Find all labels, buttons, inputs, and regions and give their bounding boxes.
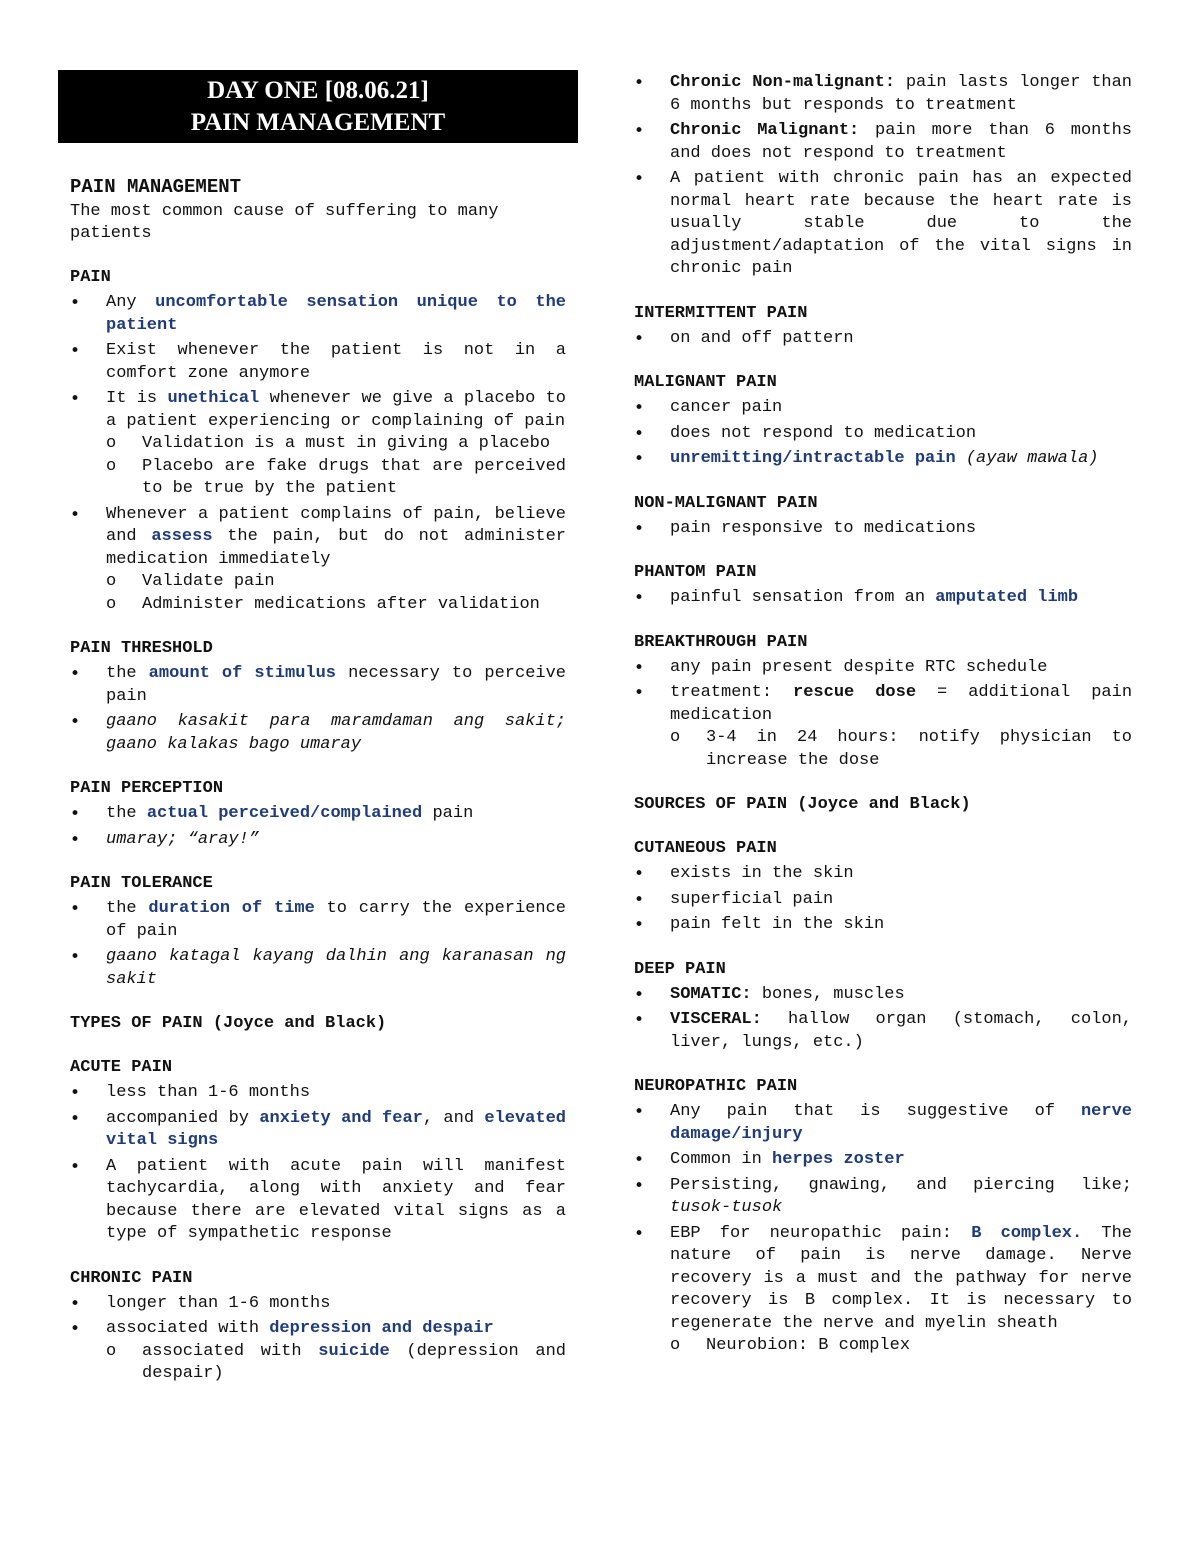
sub-list-item: o Validation is a must in giving a placebo [106,433,566,456]
highlight-text: amputated limb [935,588,1079,607]
list-item [634,1009,1132,1054]
section-chronic-pain [70,1268,566,1386]
text: pain more than 6 months and does not respond to treatment [670,121,1132,163]
highlight-text: anxiety and fear [259,1108,423,1128]
text: The nature of pain is nerve damage. Nerve recovery is a must and the pathway for nerve recovery is B complex. It is necessary to regenerate the nerve and myelin sheath [670,1223,1132,1333]
sub-list-item: o Validate pain [106,571,566,594]
heading-types-of-pain: TYPES OF PAIN (Joyce and Black) [70,1014,387,1033]
text: accompanied by [106,1108,260,1128]
section-pain [70,267,566,616]
title-line-1: DAY ONE [08.06.21] [207,77,429,104]
highlight-text: duration of time [148,899,315,918]
list-item: • gaano kasakit para maramdaman ang sakit; gaano kalakas bago umaray [70,711,566,756]
list-item: • on and off pattern [634,328,1132,351]
section-breakthrough-pain [634,632,1132,773]
heading-chronic-pain: CHRONIC PAIN [70,1268,193,1288]
bold-text: SOMATIC: [670,984,752,1004]
bold-text: Chronic Non-malignant: [670,73,896,92]
text: pain lasts longer than 6 months but responds to treatment [670,73,1133,115]
list-item: • umaray; “aray!” [70,829,566,852]
section-phantom-pain [634,562,1132,610]
heading-pain-threshold: PAIN THRESHOLD [70,639,213,658]
text: (depression and despair) [142,1341,566,1383]
text: associated with [142,1341,319,1361]
list-item: • A patient with chronic pain has an expected normal heart rate because the heart rate is usually stable due to the adjustment/adaptation of the vital signs in chronic pain [634,168,1132,281]
section-non-malignant-pain [634,493,1132,541]
list-item: • cancer pain [634,397,1132,420]
section-sources-of-pain [634,794,1132,816]
list-item [634,1149,1132,1172]
list-item: • longer than 1-6 months [70,1293,566,1316]
title-box [58,70,578,143]
bold-text: VISCERAL: [670,1010,762,1029]
section-pain-management [70,176,566,245]
text: to carry the experience of pain [106,899,567,941]
text: the [106,664,149,683]
text: Any pain that is suggestive of [670,1102,1081,1121]
heading-pain-tolerance: PAIN TOLERANCE [70,874,213,893]
text: treatment: [670,683,794,702]
section-pain-tolerance [70,873,566,991]
highlight-text: unethical [167,389,260,408]
right-column [634,72,1132,1380]
bold-text: Chronic Malignant: [670,121,860,140]
section-pain-threshold [70,638,566,756]
heading-pain-management: PAIN MANAGEMENT [70,176,242,198]
highlight-text: actual perceived/complained [146,804,423,823]
highlight-text: herpes zoster [772,1150,905,1169]
text: whenever we give a placebo to a patient experiencing or complaining of pain [106,389,566,431]
heading-neuropathic-pain: NEUROPATHIC PAIN [634,1077,798,1096]
list-item [70,663,566,708]
list-item: • superficial pain [634,889,1132,912]
sub-list-item: o 3-4 in 24 hours: notify physician to increase the dose [670,727,1132,772]
list-item [70,1108,566,1153]
heading-phantom-pain: PHANTOM PAIN [634,563,757,582]
list-item [70,388,566,501]
heading-malignant-pain: MALIGNANT PAIN [634,373,777,392]
list-item [70,1318,566,1386]
pain-management-text: The most common cause of suffering to many patients [70,202,499,243]
text: painful sensation from an [670,588,936,607]
text: pain [422,804,474,823]
list-item [634,587,1132,610]
highlight-text: amount of stimulus [148,664,337,683]
list-item [634,72,1132,117]
list-item [634,682,1132,772]
title-line-2: PAIN MANAGEMENT [190,109,446,136]
list-item: • pain responsive to medications [634,518,1132,541]
list-item: • less than 1-6 months [70,1082,566,1105]
list-item: • does not respond to medication [634,423,1132,446]
text: the [106,899,149,918]
text: , and [422,1108,485,1128]
list-item [634,448,1132,471]
highlight-text: uncomfortable sensation unique to the patient [106,293,566,335]
text: associated with [106,1319,270,1338]
section-chronic-continued [634,72,1132,281]
text: Persisting, gnawing, and piercing like; [670,1175,1132,1195]
text: = additional pain medication [670,683,1133,725]
section-pain-perception [70,778,566,851]
section-neuropathic-pain [634,1076,1132,1358]
italic-text: tusok-tusok [670,1198,783,1217]
text: EBP for neuropathic pain: [670,1223,972,1243]
heading-breakthrough-pain: BREAKTHROUGH PAIN [634,632,808,652]
heading-acute-pain: ACUTE PAIN [70,1058,173,1077]
highlight-text: unremitting/intractable pain [670,449,956,468]
text: Whenever a patient complains of pain, believe and [106,504,566,546]
list-item: • A patient with acute pain will manifest tachycardia, along with anxiety and fear because there are elevated vital signs as a type of sympathetic response [70,1156,566,1246]
text: Any [106,293,156,312]
heading-intermittent-pain: INTERMITTENT PAIN [634,303,808,323]
text: necessary to perceive pain [106,664,567,706]
list-item [70,898,566,943]
list-item: • pain felt in the skin [634,914,1132,937]
list-item: • Exist whenever the patient is not in a comfort zone anymore [70,340,566,385]
text: Common in [670,1150,773,1169]
section-types-of-pain [70,1013,566,1035]
left-column [58,70,578,1408]
list-item [70,803,566,826]
list-item [634,984,1132,1007]
list-item [634,1223,1132,1358]
section-cutaneous-pain [634,838,1132,937]
list-item: • exists in the skin [634,863,1132,886]
sub-list-item: o Placebo are fake drugs that are perceived to be true by the patient [106,456,566,501]
highlight-text: depression and despair [269,1319,494,1338]
text: the [106,804,147,823]
highlight-text: assess [151,527,213,546]
text: It is [106,389,168,408]
heading-pain-perception: PAIN PERCEPTION [70,779,224,798]
section-intermittent-pain [634,303,1132,351]
heading-cutaneous-pain: CUTANEOUS PAIN [634,839,777,858]
list-item [70,504,566,617]
highlight-text: B complex. [971,1223,1083,1243]
heading-pain: PAIN [70,268,111,287]
section-acute-pain [70,1057,566,1246]
heading-non-malignant-pain: NON-MALIGNANT PAIN [634,493,818,513]
list-item: • gaano katagal kayang dalhin ang karanasan ng sakit [70,946,566,991]
sub-list-item [106,1341,566,1386]
text: hallow organ (stomach, colon, liver, lungs, etc.) [670,1010,1132,1052]
bold-text: rescue dose [793,683,917,702]
highlight-text: nerve damage/injury [670,1102,1132,1144]
section-malignant-pain [634,372,1132,471]
list-item [70,292,566,337]
list-item [634,1101,1132,1146]
heading-sources-of-pain: SOURCES OF PAIN (Joyce and Black) [634,795,971,814]
sub-list-item: o Neurobion: B complex [670,1335,1132,1358]
list-item: • any pain present despite RTC schedule [634,657,1132,680]
text: bones, muscles [751,984,905,1004]
heading-deep-pain: DEEP PAIN [634,959,726,979]
highlight-text: elevated vital signs [106,1108,566,1150]
italic-text: (ayaw mawala) [955,449,1099,468]
highlight-text: suicide [318,1341,390,1361]
section-deep-pain [634,959,1132,1055]
sub-list-item: o Administer medications after validation [106,594,566,617]
list-item [634,120,1132,165]
text: the pain, but do not administer medication immediately [106,527,566,569]
list-item [634,1175,1132,1220]
